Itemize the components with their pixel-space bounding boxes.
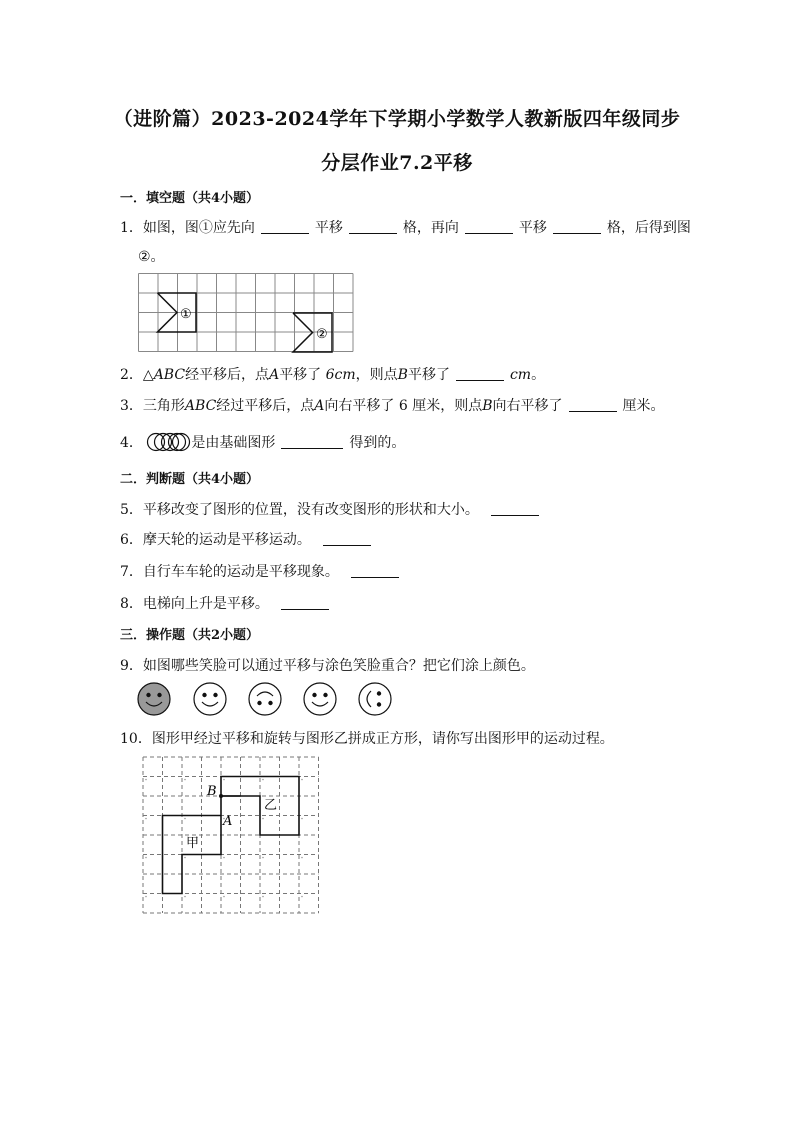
grid-dot — [184, 779, 186, 781]
question-7: 7．自行车车轮的运动是平移现象。 — [120, 561, 405, 581]
smiley-face-3[interactable] — [249, 683, 281, 715]
figure-1-grid — [138, 273, 354, 355]
grid-dot — [262, 857, 264, 859]
answer-blank[interactable] — [281, 434, 343, 449]
grid-dot — [262, 818, 264, 820]
question-1-line2: ②。 — [138, 249, 165, 265]
question-1: 1．如图，图①应先向 平移 格，再向 平移 格，后得到图 — [120, 220, 691, 236]
question-3: 3．三角形ABC经过平移后，点A向右平移了 6 厘米，则点B向右平移了 厘米。 — [120, 398, 665, 414]
label-a: A — [223, 814, 233, 829]
point-b — [219, 794, 223, 798]
answer-blank[interactable] — [465, 219, 513, 234]
page-title-line1: （进阶篇）2023-2024学年下学期小学数学人教新版四年级同步 — [113, 108, 681, 130]
grid-dot — [223, 896, 225, 898]
figure-10-grid — [143, 757, 319, 913]
grid-dot — [184, 818, 186, 820]
answer-blank[interactable] — [351, 563, 399, 578]
figure-1-label-1: ① — [180, 307, 192, 322]
grid-dot — [145, 857, 147, 859]
question-10: 10．图形甲经过平移和旋转与图形乙拼成正方形，请你写出图形甲的运动过程。 — [120, 731, 614, 747]
answer-blank[interactable] — [323, 531, 371, 546]
smiley-face-shaded — [138, 683, 170, 715]
section-true-false: 二．判断题（共4小题） — [120, 472, 260, 487]
grid-dot — [145, 818, 147, 820]
grid-dot — [301, 818, 303, 820]
answer-blank[interactable] — [281, 595, 329, 610]
label-b: B — [207, 784, 217, 799]
smiley-face-4[interactable] — [304, 683, 336, 715]
smiley-face-5[interactable] — [359, 683, 391, 715]
grid-dot — [184, 857, 186, 859]
grid-dot — [145, 779, 147, 781]
question-8: 8．电梯向上升是平移。 — [120, 593, 335, 613]
label-yi: 乙 — [264, 798, 278, 813]
grid-dot — [184, 896, 186, 898]
grid-dot — [145, 896, 147, 898]
grid-dot — [223, 779, 225, 781]
question-5: 5．平移改变了图形的位置，没有改变图形的形状和大小。 — [120, 499, 545, 519]
grid-dot — [223, 857, 225, 859]
label-jia: 甲 — [186, 836, 200, 851]
answer-blank[interactable] — [569, 397, 617, 412]
question-4: 4． 是由基础图形 得到的。 — [120, 432, 405, 452]
figure-1-label-2: ② — [316, 327, 328, 342]
answer-blank[interactable] — [553, 219, 601, 234]
smiley-face-2[interactable] — [194, 683, 226, 715]
page-title-line2: 分层作业7.2平移 — [321, 152, 473, 174]
answer-blank[interactable] — [261, 219, 309, 234]
answer-blank[interactable] — [349, 219, 397, 234]
grid-dot — [301, 857, 303, 859]
question-6: 6．摩天轮的运动是平移运动。 — [120, 529, 377, 549]
question-9: 9．如图哪些笑脸可以通过平移与涂色笑脸重合？把它们涂上颜色。 — [120, 658, 535, 674]
overlapping-circles-figure — [147, 432, 191, 452]
answer-blank[interactable] — [491, 501, 539, 516]
grid-dot — [262, 779, 264, 781]
grid-dot — [301, 779, 303, 781]
section-fill-in: 一．填空题（共4小题） — [120, 191, 260, 206]
grid-dot — [301, 896, 303, 898]
question-2: 2．△ABC经平移后，点A平移了 6cm，则点B平移了 cm。 — [120, 367, 546, 383]
answer-blank[interactable] — [456, 366, 504, 381]
section-operation: 三．操作题（共2小题） — [120, 628, 260, 643]
smiley-faces-row — [136, 681, 396, 717]
grid-dot — [262, 896, 264, 898]
